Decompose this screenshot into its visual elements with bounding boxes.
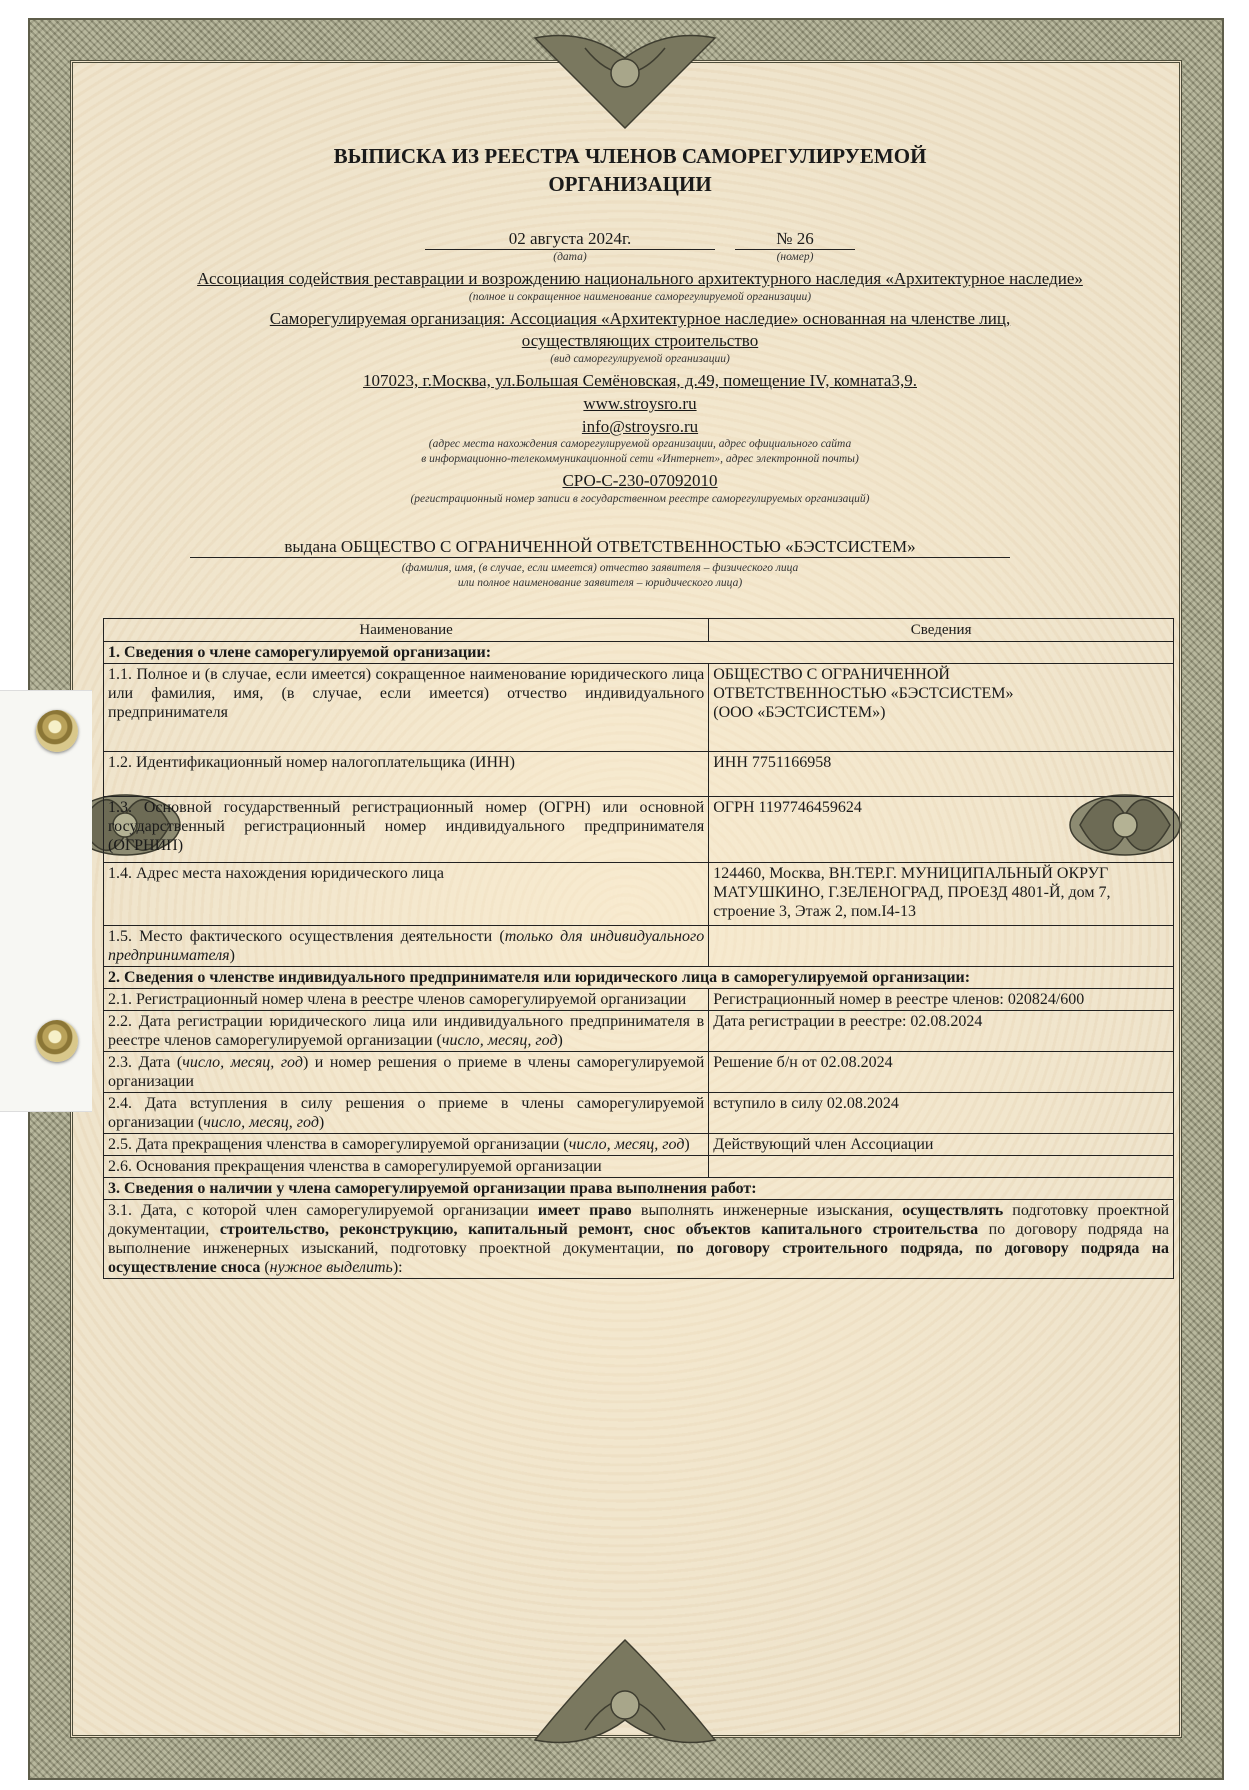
date-field: 02 августа 2024г.: [425, 229, 715, 250]
row-2-2-value: Дата регистрации в реестре: 02.08.2024: [709, 1011, 1174, 1052]
section-2-row: [104, 967, 1174, 989]
row-1-5-value: [709, 926, 1174, 967]
org-full-name-caption: (полное и сокращенное наименование саморегулируемой организации): [468, 291, 812, 303]
org-type-caption: (вид саморегулируемой организации): [550, 353, 730, 365]
table-row: [104, 989, 1174, 1011]
title-line-1: ВЫПИСКА ИЗ РЕЕСТРА ЧЛЕНОВ САМОРЕГУЛИРУЕМОЙ: [333, 144, 927, 168]
number-field: № 26: [735, 229, 855, 250]
sro-reg-number: СРО-С-230-07092010: [562, 471, 718, 490]
row-1-2-value: ИНН 7751166958: [709, 752, 1174, 797]
date-caption: (дата): [553, 251, 587, 263]
row-2-2-label: 2.2. Дата регистрации юридического лица или индивидуального предпринимателя в реестре членов саморегулируемой организации (число, месяц, год): [104, 1011, 709, 1052]
row-1-1-value-line-1: ОБЩЕСТВО С ОГРАНИЧЕННОЙ: [713, 666, 950, 683]
row-2-6-value: [709, 1156, 1174, 1178]
issued-caption-line-2: или полное наименование заявителя – юридического лица): [457, 577, 743, 589]
row-1-2-label: 1.2. Идентификационный номер налогоплательщика (ИНН): [104, 752, 709, 797]
registry-table: [103, 618, 1174, 1279]
address-caption-line-1: (адрес места нахождения саморегулируемой организации, адрес официального сайта: [428, 438, 852, 450]
table-row: [104, 1156, 1174, 1178]
header-name: Наименование: [104, 619, 709, 642]
row-2-1-label: 2.1. Регистрационный номер члена в реестре членов саморегулируемой организации: [104, 989, 709, 1011]
row-2-5-label: 2.5. Дата прекращения членства в саморегулируемой организации (число, месяц, год): [104, 1134, 709, 1156]
row-2-1-value: Регистрационный номер в реестре членов: 020824/600: [709, 989, 1174, 1011]
table-row: [104, 752, 1174, 797]
row-1-1-value: [709, 664, 1174, 752]
table-row: [104, 1052, 1174, 1093]
header-value: Сведения: [709, 619, 1174, 642]
org-type-line-1: Саморегулируемая организация: Ассоциация «Архитектурное наследие» основанная на членстве лиц,: [269, 309, 1011, 328]
org-website: www.stroysro.ru: [583, 394, 697, 413]
number-caption: (номер): [776, 251, 814, 263]
row-1-5-label: 1.5. Место фактического осуществления деятельности (только для индивидуального предпринимателя): [104, 926, 709, 967]
org-type-line-2: осуществляющих строительство: [521, 331, 759, 350]
row-2-4-label: 2.4. Дата вступления в силу решения о приеме в члены саморегулируемой организации (число, месяц, год): [104, 1093, 709, 1134]
issued-caption-line-1: (фамилия, имя, (в случае, если имеется) отчество заявителя – физического лица: [401, 562, 799, 574]
document-title: [250, 142, 1010, 198]
issued-label: выдана: [284, 537, 337, 556]
table-row: [104, 1200, 1174, 1279]
section-3-row: [104, 1178, 1174, 1200]
row-2-3-label: 2.3. Дата (число, месяц, год) и номер решения о приеме в члены саморегулируемой организации: [104, 1052, 709, 1093]
title-line-2: ОРГАНИЗАЦИИ: [548, 172, 712, 196]
row-1-3-label: 1.3. Основной государственный регистрационный номер (ОГРН) или основной государственный регистрационный номер индивидуального предпринимателя (ОГРНИП): [104, 797, 709, 863]
row-2-6-label: 2.6. Основания прекращения членства в саморегулируемой организации: [104, 1156, 709, 1178]
org-address: 107023, г.Москва, ул.Большая Семёновская, д.49, помещение IV, комната3,9.: [363, 371, 917, 390]
section-3-title: 3. Сведения о наличии у члена саморегулируемой организации права выполнения работ:: [104, 1178, 1174, 1200]
row-1-3-value: ОГРН 1197746459624: [709, 797, 1174, 863]
table-row: [104, 1093, 1174, 1134]
row-1-1-value-line-2: ОТВЕТСТВЕННОСТЬЮ «БЭСТСИСТЕМ»: [713, 685, 1014, 702]
org-email: info@stroysro.ru: [581, 417, 699, 436]
section-1-title: 1. Сведения о члене саморегулируемой организации:: [104, 642, 1174, 664]
row-2-4-value: вступило в силу 02.08.2024: [709, 1093, 1174, 1134]
row-1-4-value: 124460, Москва, ВН.ТЕР.Г. МУНИЦИПАЛЬНЫЙ ОКРУГ МАТУШКИНО, Г.ЗЕЛЕНОГРАД, ПРОЕЗД 4801-Й, дом 7, строение 3, Этаж 2, пом.I4-13: [709, 863, 1174, 926]
row-3-1-text: 3.1. Дата, с которой член саморегулируемой организации имеет право выполнять инженерные изыскания, осуществлять подготовку проектной документации, строительство, реконструкцию, капитальный ремонт, снос объектов капитального строительства по договору подряда на выполнение инженерных изысканий, подготовку проектной документации, по договору строительного подряда, по договору подряда на осуществление сноса (нужное выделить):: [104, 1200, 1174, 1279]
address-caption-line-2: в информационно-телекоммуникационной сети «Интернет», адрес электронной почты): [421, 453, 859, 465]
sro-reg-number-caption: (регистрационный номер записи в государственном реестре саморегулируемых организаций): [410, 493, 870, 505]
table-row: [104, 797, 1174, 863]
table-row: [104, 1134, 1174, 1156]
row-1-4-label: 1.4. Адрес места нахождения юридического лица: [104, 863, 709, 926]
table-header-row: [104, 619, 1174, 642]
org-full-name: Ассоциация содействия реставрации и возрождению национального архитектурного наследия «Архитектурное наследие»: [197, 269, 1083, 288]
row-2-5-value: Действующий член Ассоциации: [709, 1134, 1174, 1156]
table-row: [104, 1011, 1174, 1052]
row-1-1-label: 1.1. Полное и (в случае, если имеется) сокращенное наименование юридического лица или фамилия, имя, (в случае, если имеется) отчество индивидуального предпринимателя: [104, 664, 709, 752]
row-2-3-value: Решение б/н от 02.08.2024: [709, 1052, 1174, 1093]
table-row: [104, 863, 1174, 926]
section-2-title: 2. Сведения о членстве индивидуального предпринимателя или юридического лица в саморегулируемой организации:: [104, 967, 1174, 989]
row-1-1-value-line-3: (ООО «БЭСТСИСТЕМ»): [713, 704, 886, 721]
issued-to-line: [190, 536, 1010, 558]
table-row: [104, 926, 1174, 967]
table-row: [104, 664, 1174, 752]
issued-to-name: ОБЩЕСТВО С ОГРАНИЧЕННОЙ ОТВЕТСТВЕННОСТЬЮ «БЭСТСИСТЕМ»: [340, 537, 916, 556]
section-1-row: [104, 642, 1174, 664]
